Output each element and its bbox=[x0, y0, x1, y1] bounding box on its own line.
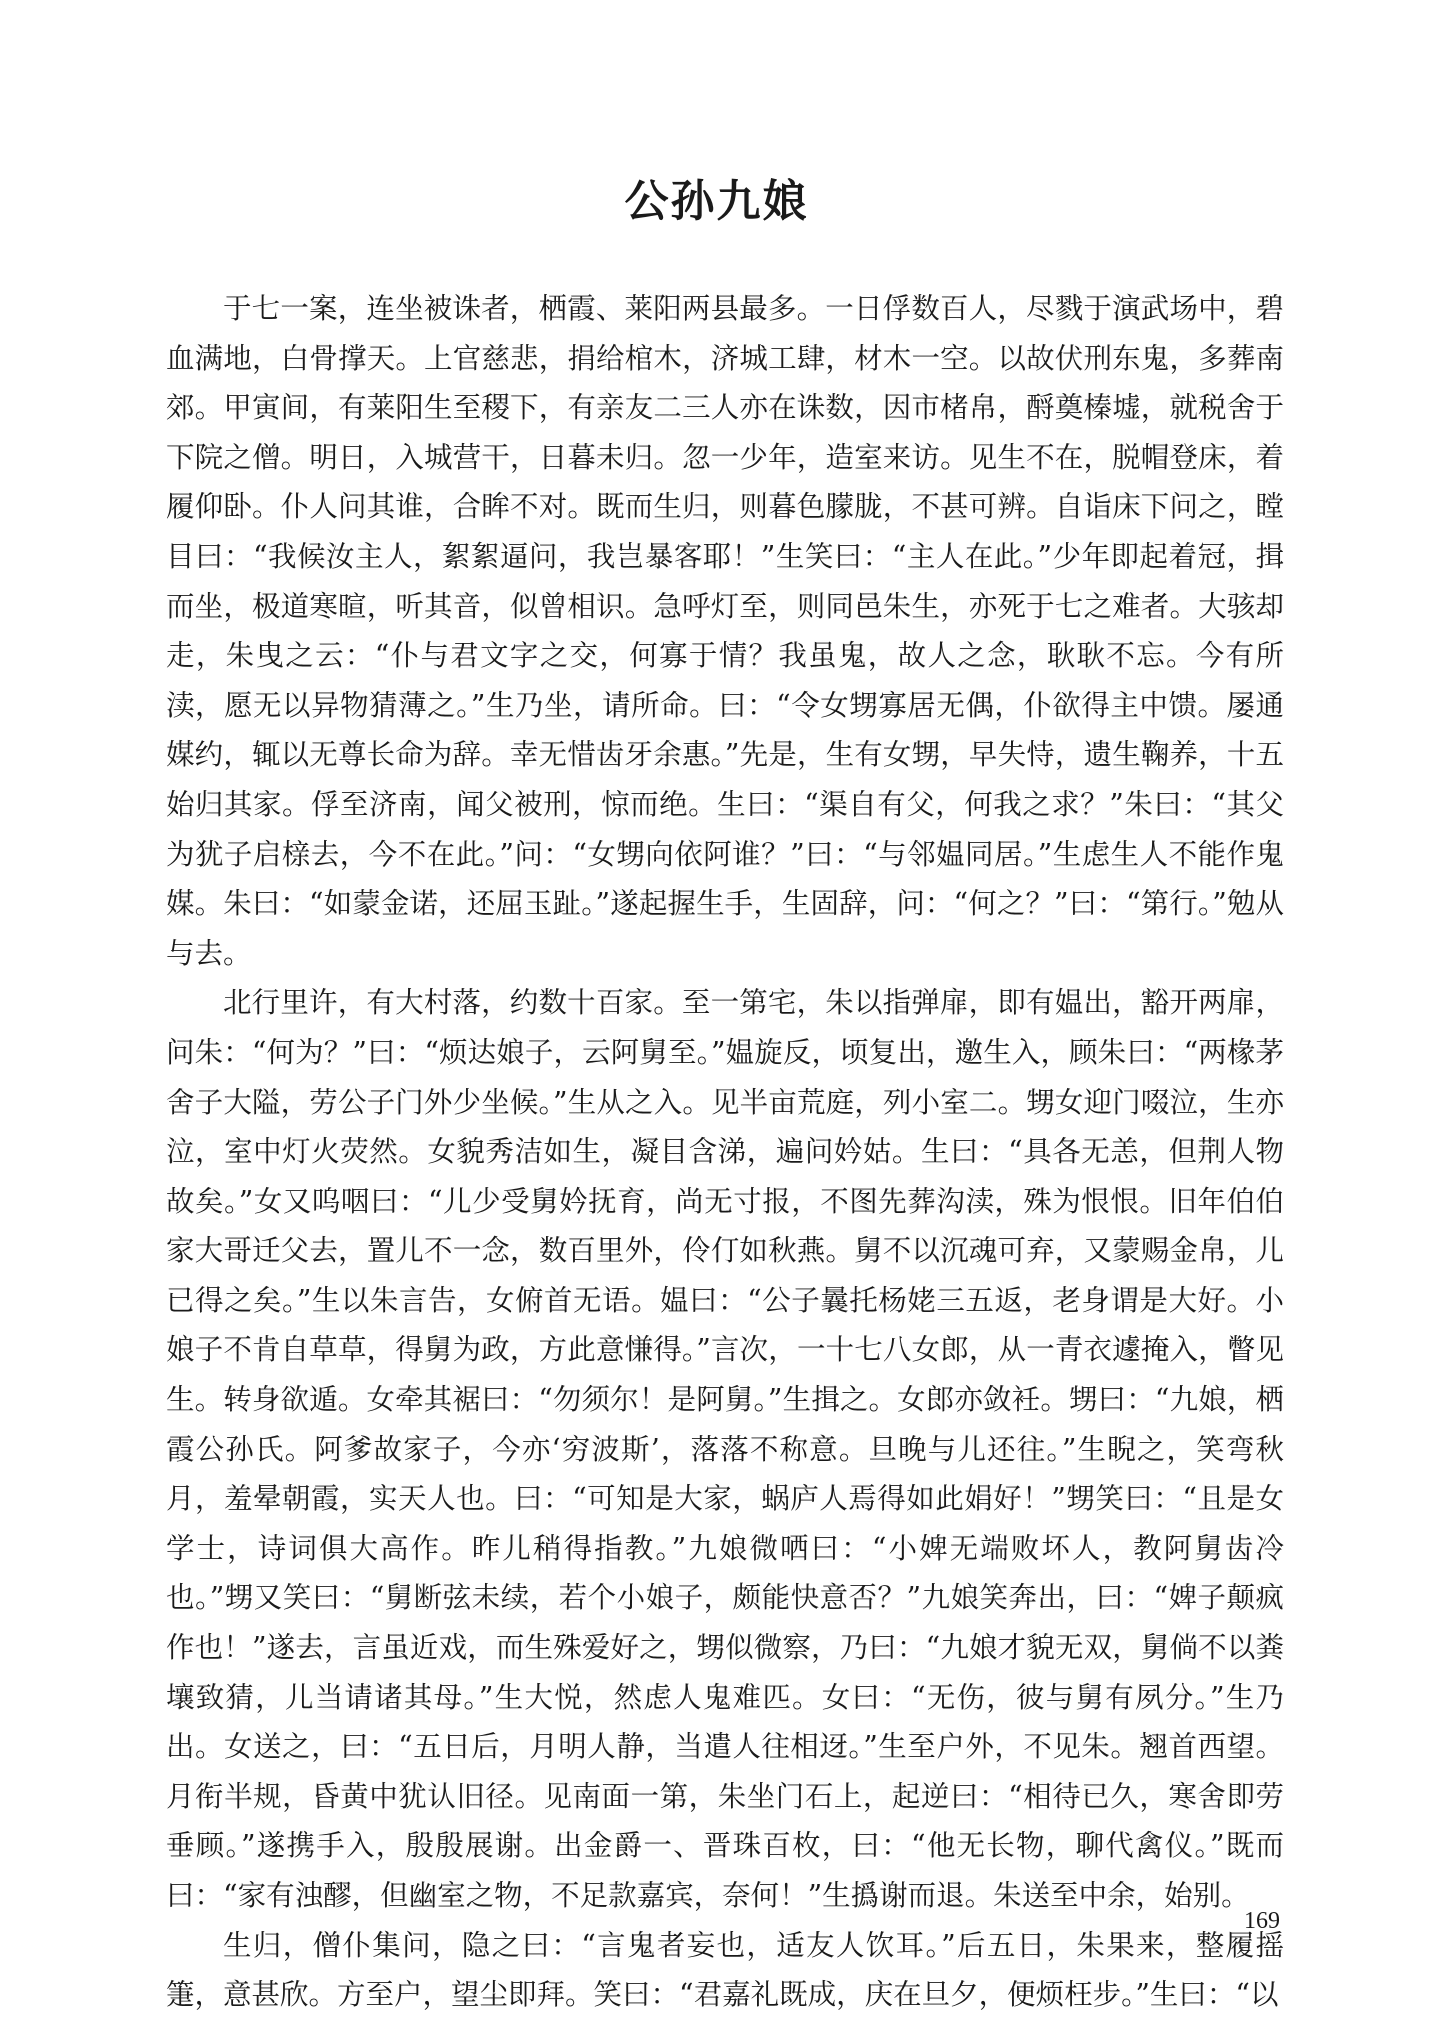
page-title: 公孙九娘 bbox=[624, 176, 809, 227]
paragraph-2: 北行里许，有大村落，约数十百家。至一第宅，朱以指弹扉，即有媪出，豁开两扉，问朱：“何为？”曰：“烦达娘子，云阿舅至。”媪旋反，顷复出，邀生入，顾朱曰：“两椽茅舍子大隘，劳公子门外少坐候。”生从之入。见半亩荒庭，列小室二。甥女迎门啜泣，生亦泣，室中灯火荧然。女貌秀洁如生，凝目含涕，遍问妗姑。生曰：“具各无恙，但荆人物故矣。”女又呜咽曰：“儿少受舅妗抚育，尚无寸报，不图先葬沟渎，殊为恨恨。旧年伯伯家大哥迁父去，置儿不一念，数百里外，伶仃如秋燕。舅不以沉魂可弃，又蒙赐金帛，儿已得之矣。”生以朱言告，女俯首无语。媪曰：“公子曩托杨姥三五返，老身谓是大好。小娘子不肯自草草，得舅为政，方此意慊得。”言次，一十七八女郎，从一青衣遽掩入，瞥见生。转身欲遁。女牵其裾曰：“勿须尔！是阿舅。”生揖之。女郎亦敛衽。甥曰：“九娘，栖霞公孙氏。阿爹故家子，今亦‘穷波斯’，落落不称意。旦晚与儿还往。”生睨之，笑弯秋月，羞晕朝霞，实天人也。曰：“可知是大家，蜗庐人焉得如此娟好！”甥笑曰：“且是女学士，诗词俱大高作。昨儿稍得指教。”九娘微哂曰：“小婢无端败坏人，教阿舅齿冷也。”甥又笑曰：“舅断弦未续，若个小娘子，颇能快意否？”九娘笑奔出，曰：“婢子颠疯作也！”遂去，言虽近戏，而生殊爱好之，甥似微察，乃曰：“九娘才貌无双，舅倘不以粪壤致猜，儿当请诸其母。”生大悦，然虑人鬼难匹。女曰：“无伤，彼与舅有夙分。”生乃出。女送之，曰：“五日后，月明人静，当遣人往相迓。”生至户外，不见朱。翘首西望。月衔半规，昏黄中犹认旧径。见南面一第，朱坐门石上，起逆曰：“相待已久，寒舍即劳垂顾。”遂携手入，殷殷展谢。出金爵一、晋珠百枚，曰：“他无长物，聊代禽仪。”既而曰：“家有浊醪，但幽室之物，不足款嘉宾，奈何！”生撝谢而退。朱送至中余，始别。 bbox=[166, 986, 1284, 1912]
paragraph-3: 生归，僧仆集问，隐之曰：“言鬼者妄也，适友人饮耳。”后五日，朱果来，整履摇箑，意甚欣。方至户，望尘即拜。笑曰：“君嘉礼既成，庆在旦夕，便烦枉步。”生曰：“以 bbox=[166, 1928, 1284, 2012]
paragraph-1: 于七一案，连坐被诛者，栖霞、莱阳两县最多。一日俘数百人，尽戮于演武场中，碧血满地，白骨撑天。上官慈悲，捐给棺木，济城工肆，材木一空。以故伏刑东鬼，多葬南郊。甲寅间，有莱阳生至稷下，有亲友二三人亦在诛数，因市楮帛，酹奠榛墟，就税舍于下院之僧。明日，入城营干，日暮未归。忽一少年，造室来访。见生不在，脱帽登床，着履仰卧。仆人问其谁，合眸不对。既而生归，则暮色朦胧，不甚可辨。自诣床下问之，瞠目曰：“我候汝主人，絮絮逼问，我岂暴客耶！”生笑曰：“主人在此。”少年即起着冠，揖而坐，极道寒暄，听其音，似曾相识。急呼灯至，则同邑朱生，亦死于七之难者。大骇却走，朱曳之云：“仆与君文字之交，何寡于情？我虽鬼，故人之念，耿耿不忘。今有所渎，愿无以异物猜薄之。”生乃坐，请所命。曰：“令女甥寡居无偶，仆欲得主中馈。屡通媒约，辄以无尊长命为辞。幸无惜齿牙余惠。”先是，生有女甥，早失恃，遗生鞠养，十五始归其家。俘至济南，闻父被刑，惊而绝。生曰：“渠自有父，何我之求？”朱曰：“其父为犹子启榇去，今不在此。”问：“女甥向依阿谁？”曰：“与邻媪同居。”生虑生人不能作鬼媒。朱曰：“如蒙金诺，还屈玉趾。”遂起握生手，生固辞，问：“何之？”曰：“第行。”勉从与去。 bbox=[166, 292, 1284, 970]
page-number: 169 bbox=[1244, 1908, 1280, 1934]
body-text bbox=[166, 284, 1284, 2020]
